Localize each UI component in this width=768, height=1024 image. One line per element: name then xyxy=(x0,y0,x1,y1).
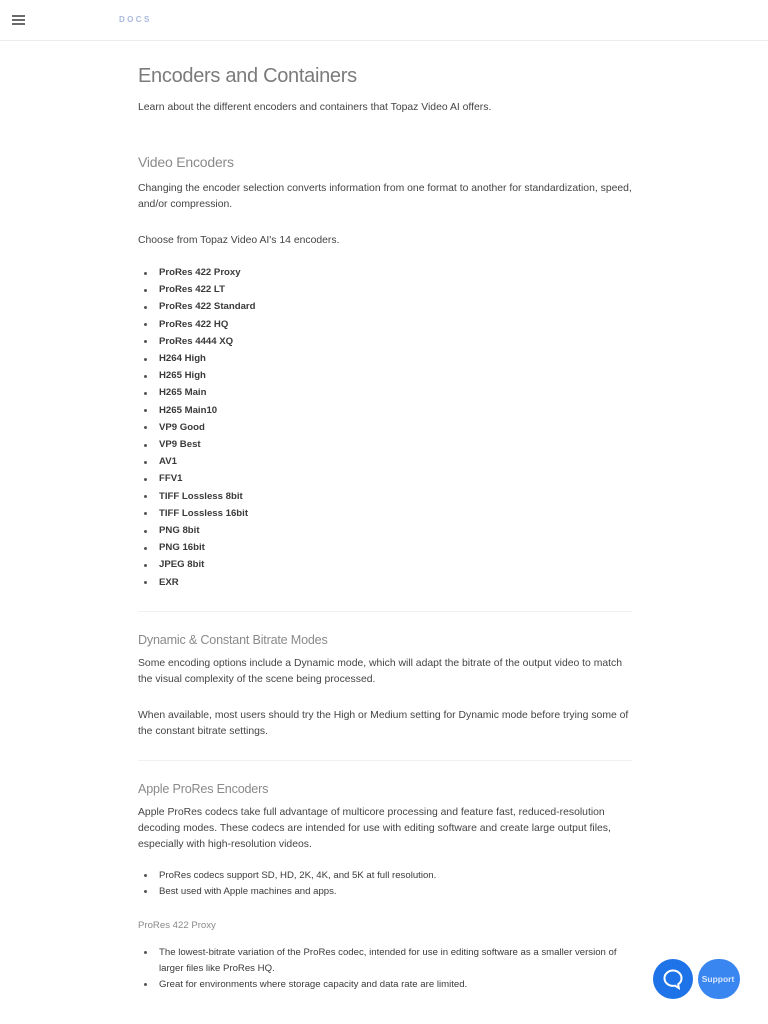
section-divider xyxy=(138,760,632,761)
hamburger-menu-icon[interactable] xyxy=(12,14,26,26)
prores-proxy-list xyxy=(138,945,632,993)
prores-proxy-item: Great for environments where storage capacity and data rate are limited. xyxy=(138,977,632,993)
encoder-list-item: TIFF Lossless 16bit xyxy=(138,505,632,522)
encoder-list-item: ProRes 4444 XQ xyxy=(138,333,632,350)
encoder-list-item: TIFF Lossless 8bit xyxy=(138,488,632,505)
section-divider xyxy=(138,611,632,612)
encoder-list-item: JPEG 8bit xyxy=(138,556,632,573)
help-bubble-icon xyxy=(662,968,684,990)
video-encoders-paragraph-2: Choose from Topaz Video AI's 14 encoders. xyxy=(138,235,340,246)
encoder-list-item: H265 Main10 xyxy=(138,402,632,419)
docs-logo[interactable]: DOCS xyxy=(119,15,152,24)
prores-feature-list xyxy=(138,868,632,900)
encoder-list-item: FFV1 xyxy=(138,470,632,487)
encoder-list-item: PNG 16bit xyxy=(138,539,632,556)
page-intro: Learn about the different encoders and containers that Topaz Video AI offers. xyxy=(138,102,492,113)
prores-feature-item: Best used with Apple machines and apps. xyxy=(138,884,632,900)
encoder-list-item: VP9 Best xyxy=(138,436,632,453)
bitrate-paragraph-2: When available, most users should try the High or Medium setting for Dynamic mode before trying some of the constant bitrate settings. xyxy=(138,709,629,737)
prores-feature-item: ProRes codecs support SD, HD, 2K, 4K, and 5K at full resolution. xyxy=(138,868,632,884)
support-label-button[interactable]: Support xyxy=(698,959,740,999)
encoder-list-item: ProRes 422 Proxy xyxy=(138,264,632,281)
encoder-list-item: ProRes 422 HQ xyxy=(138,316,632,333)
prores-422-proxy-heading: ProRes 422 Proxy xyxy=(138,919,216,931)
prores-proxy-item: The lowest-bitrate variation of the ProRes codec, intended for use in editing software as a smaller version of larger files like ProRes HQ. xyxy=(138,945,632,977)
prores-paragraph: Apple ProRes codecs take full advantage of multicore processing and feature fast, reduced-resolution decoding modes. These codecs are intended for use with editing software and create large output files, especially with high-resolution videos. xyxy=(138,806,611,850)
article-content xyxy=(138,62,632,993)
encoder-list-item: ProRes 422 Standard xyxy=(138,298,632,315)
bitrate-paragraph-1: Some encoding options include a Dynamic mode, which will adapt the bitrate of the output video to match the visual complexity of the scene being processed. xyxy=(138,657,623,685)
encoder-list-item: AV1 xyxy=(138,453,632,470)
video-encoders-paragraph-1: Changing the encoder selection converts information from one format to another for standardization, speed, and/or compression. xyxy=(138,183,632,210)
encoder-list xyxy=(138,264,632,591)
encoder-list-item: VP9 Good xyxy=(138,419,632,436)
prores-encoders-heading: Apple ProRes Encoders xyxy=(138,781,269,796)
top-navigation-bar xyxy=(0,0,768,41)
encoder-list-item: H265 High xyxy=(138,367,632,384)
bitrate-modes-heading: Dynamic & Constant Bitrate Modes xyxy=(138,632,328,647)
encoder-list-item: PNG 8bit xyxy=(138,522,632,539)
encoder-list-item: H265 Main xyxy=(138,384,632,401)
encoder-list-item: H264 High xyxy=(138,350,632,367)
encoder-list-item: ProRes 422 LT xyxy=(138,281,632,298)
video-encoders-heading: Video Encoders xyxy=(138,154,234,170)
support-chat-button[interactable] xyxy=(653,959,693,999)
encoder-list-item: EXR xyxy=(138,574,632,591)
page-title: Encoders and Containers xyxy=(138,65,357,87)
